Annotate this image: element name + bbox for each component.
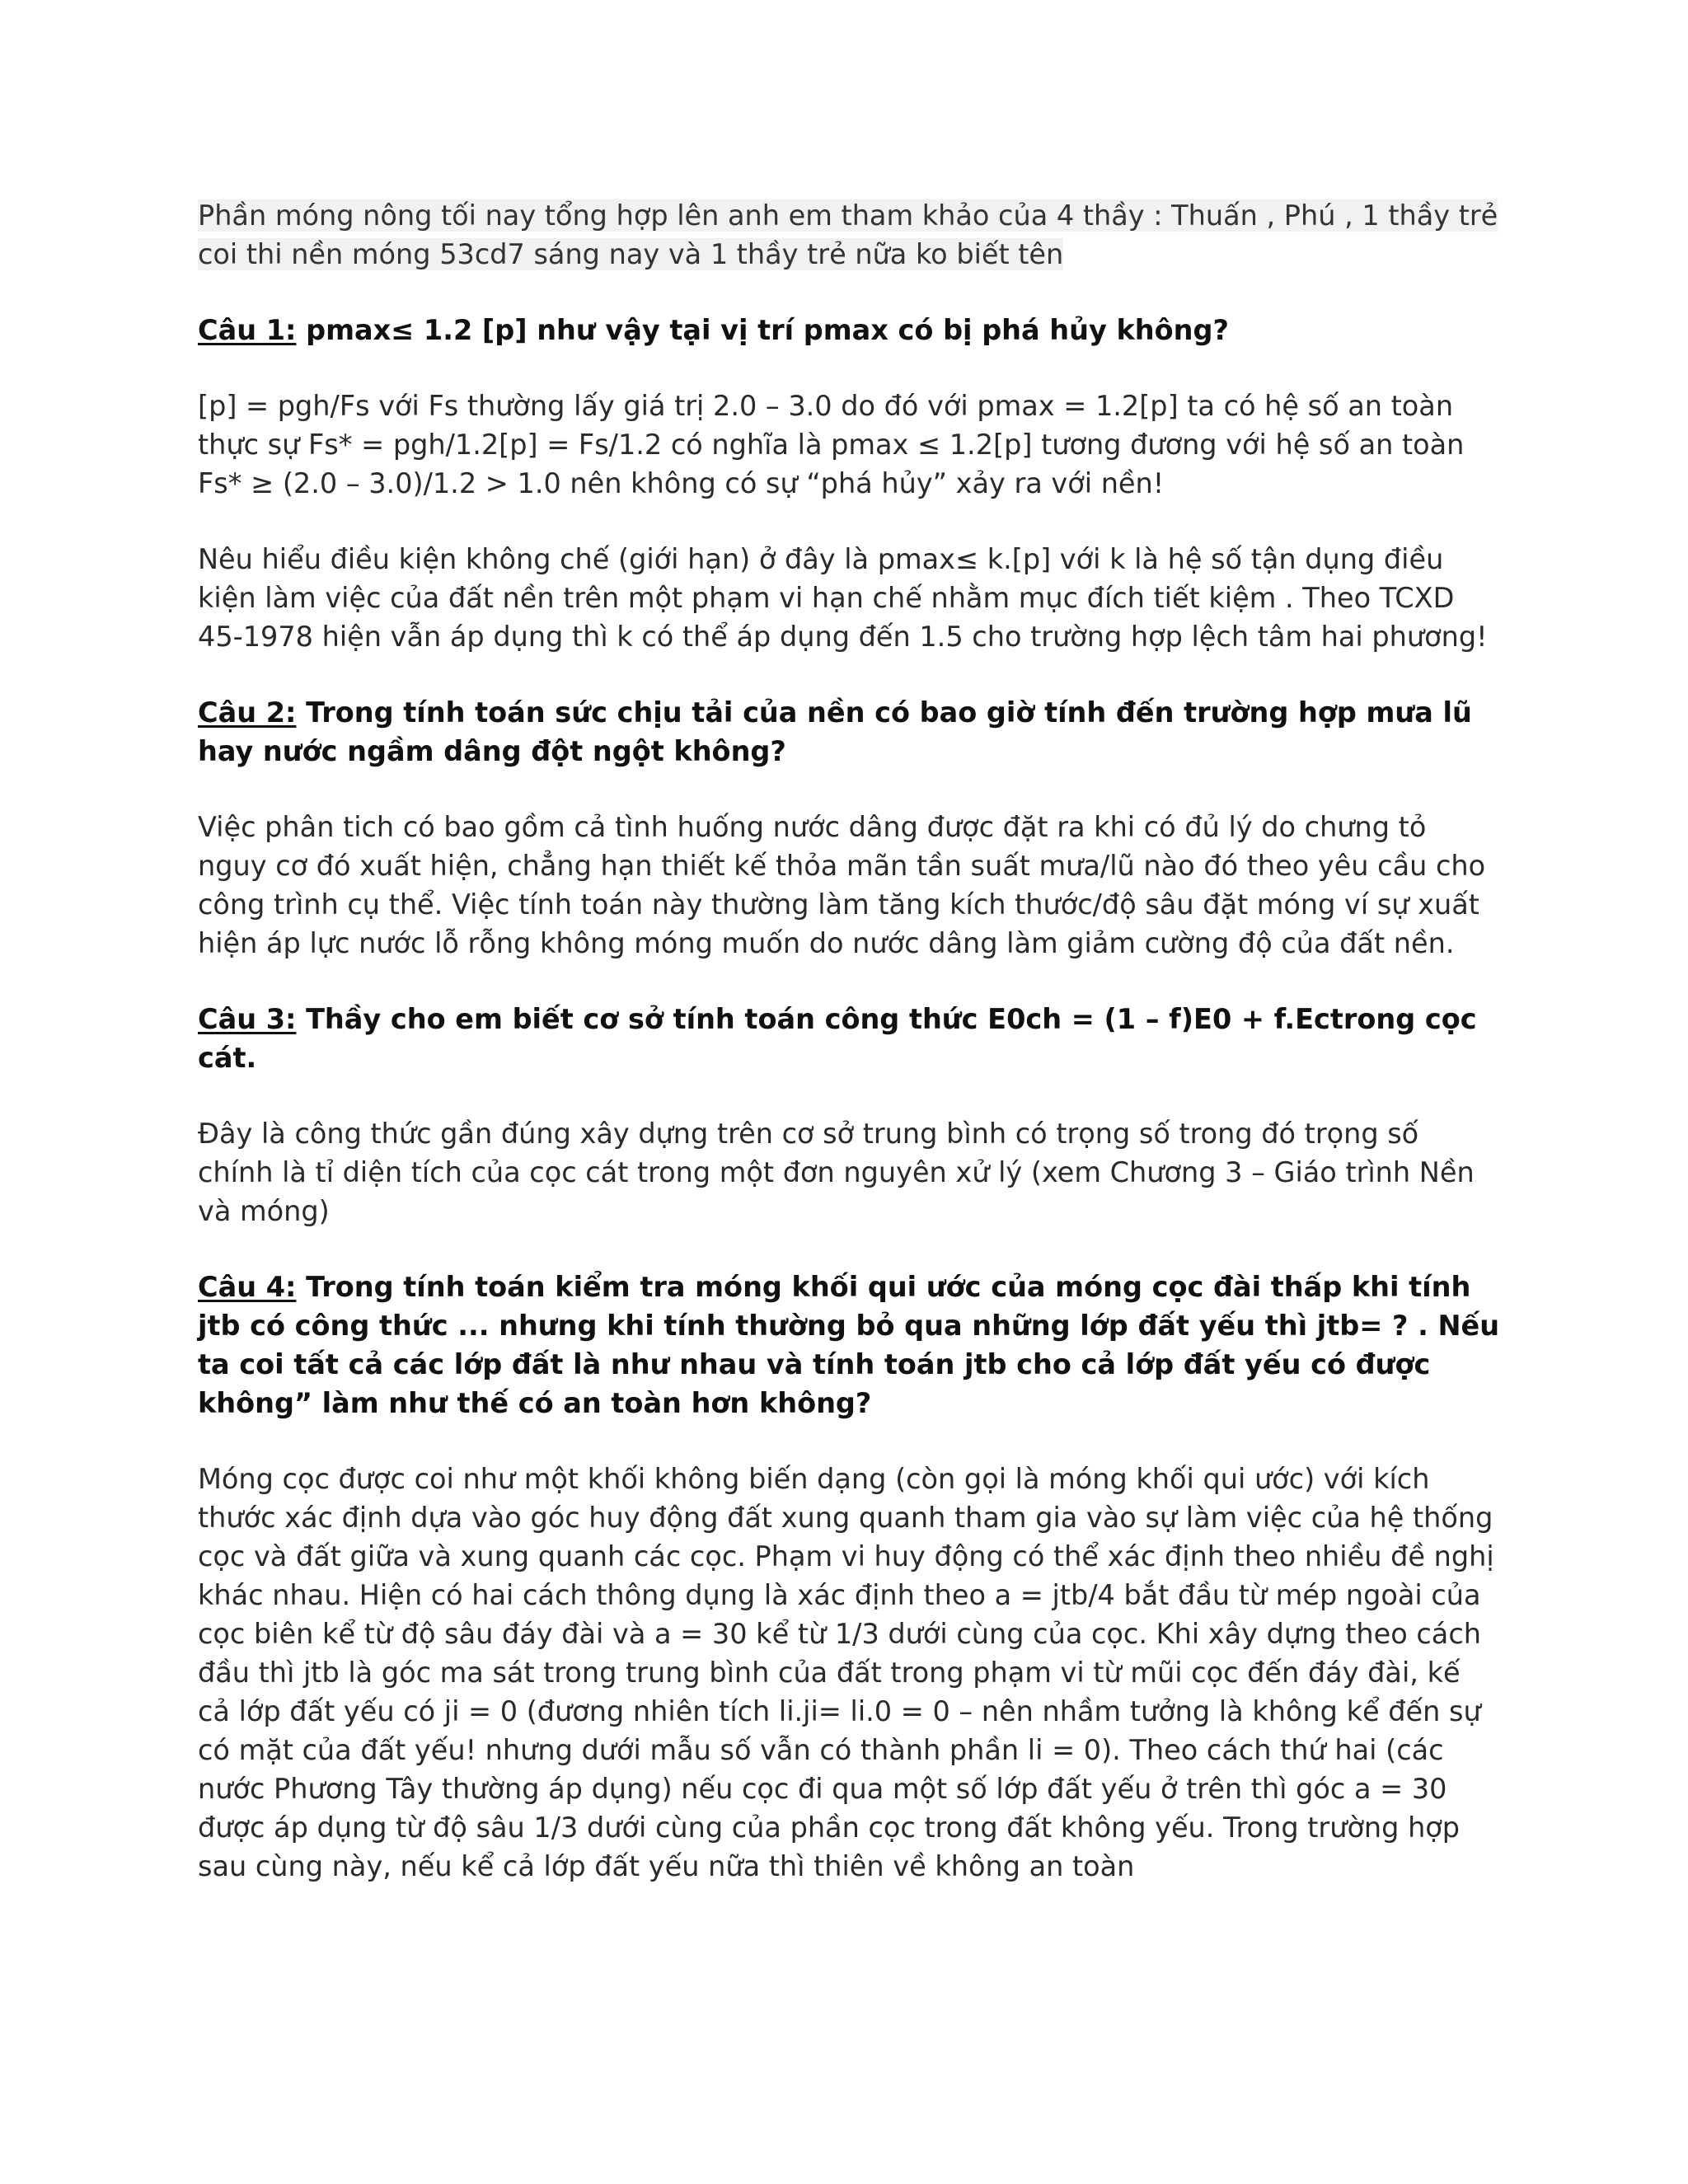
intro-text: Phần móng nông tối nay tổng hợp lên anh em tham khảo của 4 thầy : Thuấn , Phú , 1 thầy trẻ coi thi nền móng 53cd7 sáng nay và 1 thầy trẻ nữa ko biết tên [198,199,1498,270]
question-3-label: Câu 3: [198,1003,297,1035]
question-3 [198,1000,1500,1077]
question-3-text: Thầy cho em biết cơ sở tính toán công thức E0ch = (1 – f)E0 + f.Ectrong cọc cát. [198,1003,1477,1074]
question-2-label: Câu 2: [198,696,297,729]
answer-2: Việc phân tich có bao gồm cả tình huống nước dâng được đặt ra khi có đủ lý do chưng tỏ nguy cơ đó xuất hiện, chẳng hạn thiết kế thỏa mãn tần suất mưa/lũ nào đó theo yêu cầu cho công trình cụ thể. Việc tính toán này thường làm tăng kích thước/độ sâu đặt móng ví sự xuất hiện áp lực nước lỗ rỗng không móng muốn do nước dâng làm giảm cường độ của đất nền. [198,811,1486,959]
question-1 [198,311,1500,349]
answer-3: Đây là công thức gần đúng xây dựng trên cơ sở trung bình có trọng số trong đó trọng số chính là tỉ diện tích của cọc cát trong một đơn nguyên xử lý (xem Chương 3 – Giáo trình Nền và móng) [198,1118,1475,1227]
answer-1-paragraph-2: Nêu hiểu điều kiện không chế (giới hạn) ở đây là pmax≤ k.[p] với k là hệ số tận dụng điều kiện làm việc của đất nền trên một phạm vi hạn chế nhằm mục đích tiết kiệm . Theo TCXD 45-1978 hiện vẫn áp dụng thì k có thể áp dụng đến 1.5 cho trường hợp lệch tâm hai phương! [198,543,1488,653]
question-1-text: pmax≤ 1.2 [p] như vậy tại vị trí pmax có bị phá hủy không? [296,314,1229,346]
document-page [198,196,1500,1923]
question-1-label: Câu 1: [198,314,297,346]
question-4-text: Trong tính toán kiểm tra móng khối qui ước của móng cọc đài thấp khi tính jtb có công thức ... nhưng khi tính thường bỏ qua những lớp đất yếu thì jtb= ? . Nếu ta coi tất cả các lớp đất là như nhau và tính toán jtb cho cả lớp đất yếu có được không” làm như thế có an toàn hơn không? [198,1271,1500,1419]
question-2-text: Trong tính toán sức chịu tải của nền có bao giờ tính đến trường hợp mưa lũ hay nước ngầm dâng đột ngột không? [198,696,1472,767]
intro-paragraph [198,196,1500,274]
answer-4: Móng cọc được coi như một khối không biến dạng (còn gọi là móng khối qui ước) với kích thước xác định dựa vào góc huy động đất xung quanh tham gia vào sự làm việc của hệ thống cọc và đất giữa và xung quanh các cọc. Phạm vi huy động có thể xác định theo nhiều đề nghị khác nhau. Hiện có hai cách thông dụng là xác định theo a = jtb/4 bắt đầu từ mép ngoài của cọc biên kể từ độ sâu đáy đài và a = 30 kể từ 1/3 dưới cùng của cọc. Khi xây dựng theo cách đầu thì jtb là góc ma sát trong trung bình của đất trong phạm vi từ mũi cọc đến đáy đài, kế cả lớp đất yếu có ji = 0 (đương nhiên tích li.ji= li.0 = 0 – nên nhầm tưởng là không kể đến sự có mặt của đất yếu! nhưng dưới mẫu số vẫn có thành phần li = 0). Theo cách thứ hai (các nước Phương Tây thường áp dụng) nếu cọc đi qua một số lớp đất yếu ở trên thì góc a = 30 được áp dụng từ độ sâu 1/3 dưới cùng của phần cọc trong đất không yếu. Trong trường hợp sau cùng này, nếu kể cả lớp đất yếu nữa thì thiên về không an toàn [198,1463,1494,1882]
question-2 [198,693,1500,771]
answer-1-paragraph-1: [p] = pgh/Fs với Fs thường lấy giá trị 2.0 – 3.0 do đó với pmax = 1.2[p] ta có hệ số an toàn thực sự Fs* = pgh/1.2[p] = Fs/1.2 có nghĩa là pmax ≤ 1.2[p] tương đương với hệ số an toàn Fs* ≥ (2.0 – 3.0)/1.2 > 1.0 nên không có sự “phá hủy” xảy ra với nền! [198,390,1465,499]
question-4 [198,1268,1500,1422]
question-4-label: Câu 4: [198,1271,297,1303]
